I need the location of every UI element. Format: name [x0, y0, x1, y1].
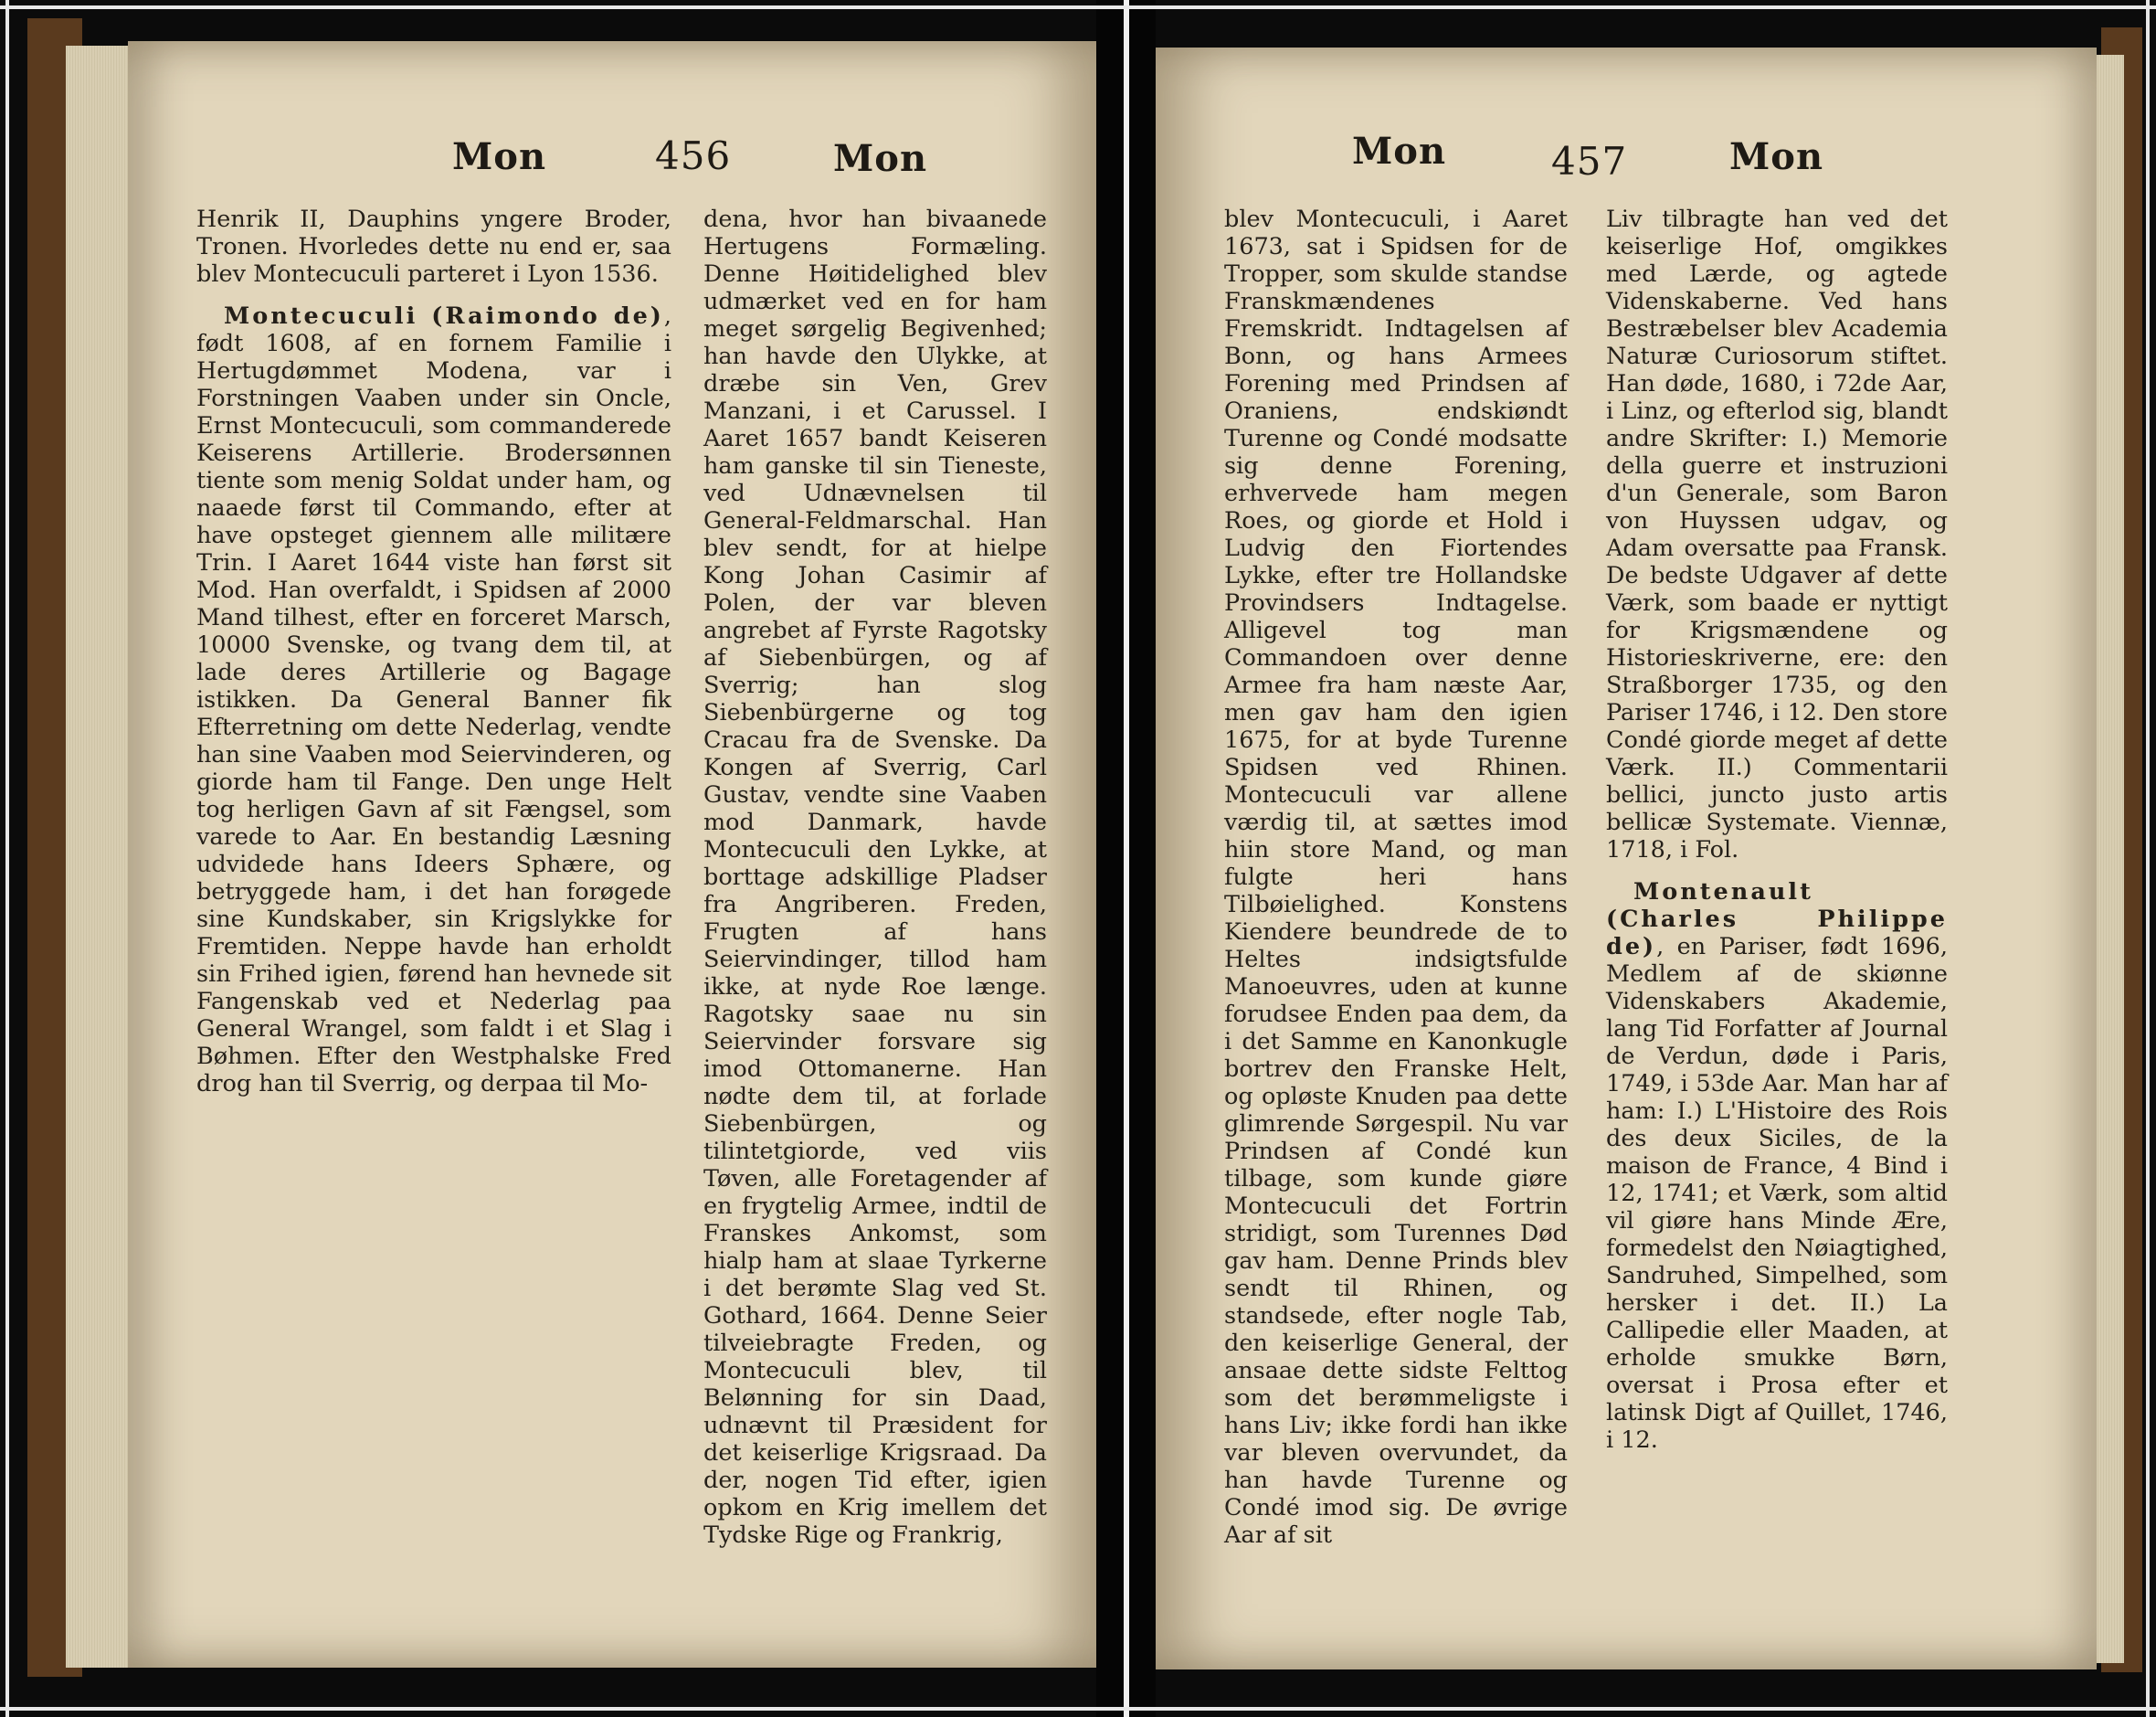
scan-divider — [1124, 0, 1129, 1717]
entry-montecuculi — [196, 302, 671, 1097]
right-page-column-1 — [1224, 206, 1568, 1563]
frame-border-left — [5, 0, 9, 1717]
headword: Montecuculi (Raimondo de) — [224, 302, 664, 330]
page-edges-right — [2097, 55, 2124, 1663]
right-page-column-2 — [1606, 206, 1948, 1468]
page-edges-left — [66, 46, 128, 1668]
left-page-column-1 — [196, 206, 671, 1112]
paragraph: Liv tilbragte han ved det keiserlige Hof, omgikkes med Lærde, og agtede Videnskaberne. Ved hans Bestræbelser blev Academia Naturæ Curiosorum stiftet. Han døde, 1680, i 72de Aar, i Linz, og efterlod sig, blandt andre Skrifter: I.) Memorie della guerre et instruzioni d'un Generale, som Baron von Huyssen udgav, og Adam oversatte paa Fransk. De bedste Udgaver af dette Værk, som baade er nyttigt for Krigsmændene og Historieskriverne, ere: den Straßborger 1735, og den Pariser 1746, i 12. Den store Condé giorde meget af dette Værk. II.) Commentarii bellici, juncto justo artis bellicæ Systemate. Viennæ, 1718, i Fol. — [1606, 206, 1948, 864]
left-page-number: 456 — [655, 133, 732, 178]
paragraph: blev Montecuculi, i Aaret 1673, sat i Spidsen for de Tropper, som skulde standse Franskmændenes Fremskridt. Indtagelsen af Bonn, og hans Armees Forening med Prindsen af Oraniens, endskiøndt Turenne og Condé modsatte sig denne Forening, erhvervede ham megen Roes, og giorde et Hold i Ludvig den Fiortendes Lykke, efter tre Hollandske Provindsers Indtagelse. Alligevel tog man Commandoen over denne Armee fra ham næste Aar, men gav ham den igien 1675, for at byde Turenne Spidsen ved Rhinen. Montecuculi var allene værdig til, at sættes imod hiin store Mand, og man fulgte heri hans Tilbøielighed. Konstens Kiendere beundrede de to Heltes indsigtsfulde Manoeuvres, uden at kunne forudsee Enden paa dem, da i det Samme en Kanonkugle bortrev den Franske Helt, og opløste Knuden paa dette glimrende Sørgespil. Nu var Prindsen af Condé kun tilbage, som kunde giøre Montecuculi det Fortrin stridigt, som Turennes Død gav ham. Denne Prinds blev sendt til Rhinen, og standsede, efter nogle Tab, den keiserlige General, der ansaae dette sidste Felttog som det berømmeligste i hans Liv; ikke fordi han ikke var bleven overvundet, da han havde Turenne og Condé imod sig. De øvrige Aar af sit — [1224, 206, 1568, 1549]
paragraph: dena, hvor han bivaanede Hertugens Formæling. Denne Høitidelighed blev udmærket ved en for ham meget sørgelig Begivenhed; han havde den Ulykke, at dræbe sin Ven, Grev Manzani, i et Carussel. I Aaret 1657 bandt Keiseren ham ganske til sin Tieneste, ved Udnævnelsen til General-Feldmarschal. Han blev sendt, for at hielpe Kong Johan Casimir af Polen, der var bleven angrebet af Fyrste Ragotsky af Siebenbürgen, og af Sverrig; han slog Siebenbürgerne og tog Cracau fra de Svenske. Da Kongen af Sverrig, Carl Gustav, vendte sine Vaaben mod Danmark, havde Montecuculi den Lykke, at borttage adskillige Pladser fra Angriberen. Freden, Frugten af hans Seiervindinger, tillod ham ikke, at nyde Roe længe. Ragotsky saae nu sin Seiervinder forsvare sig imod Ottomanerne. Han nødte dem til, at forlade Siebenbürgen, og tilintetgiorde, ved viis Tøven, alle Foretagender af en frygtelig Armee, indtil de Franskes Ankomst, som hialp ham at slaae Tyrkerne i det berømte Slag ved St. Gothard, 1664. Denne Seier tilveiebragte Freden, og Montecuculi blev, til Belønning for sin Daad, udnævnt til Præsident for det keiserlige Krigsraad. Da der, nogen Tid efter, igien opkom en Krig imellem det Tydske Rige og Frankrig, — [703, 206, 1047, 1549]
left-page-column-2 — [703, 206, 1047, 1563]
right-page-number: 457 — [1551, 139, 1628, 184]
frame-border-top — [0, 5, 2156, 9]
right-running-head-left: Mon — [1352, 130, 1447, 173]
left-running-head-right: Mon — [833, 137, 928, 180]
entry-text: , en Pariser, født 1696, Medlem af de skiønne Videnskabers Akademie, lang Tid Forfatter af Journal de Verdun, døde i Paris, 1749, i 53de Aar. Man har af ham: I.) L'Histoire des Rois des deux Siciles, de la maison de France, 4 Bind i 12, 1741; et Værk, som altid vil giøre hans Minde Ære, formedelst den Nøiagtighed, Sandruhed, Simpelhed, som hersker i det. II.) La Callipedie eller Maaden, at erholde smukke Børn, oversat i Prosa efter et latinsk Digt af Quillet, 1746, i 12. — [1606, 933, 1948, 1454]
paragraph: Henrik II, Dauphins yngere Broder, Tronen. Hvorledes dette nu end er, saa blev Montecuculi parteret i Lyon 1536. — [196, 206, 671, 288]
right-running-head-right: Mon — [1729, 135, 1824, 178]
frame-border-bottom — [0, 1707, 2156, 1711]
left-running-head-left: Mon — [452, 135, 547, 178]
entry-text: , født 1608, af en fornem Familie i Hertugdømmet Modena, var i Forstningen Vaaben under sin Oncle, Ernst Montecuculi, som commanderede Keiserens Artillerie. Brodersønnen tiente som menig Soldat under ham, og naaede først til Commando, efter at have opsteget giennem alle militære Trin. I Aaret 1644 viste han først sit Mod. Han overfaldt, i Spidsen af 2000 Mand tilhest, efter en forceret Marsch, 10000 Svenske, og tvang dem til, at lade deres Artillerie og Bagage istikken. Da General Banner fik Efterretning om dette Nederlag, vendte han sine Vaaben mod Seiervinderen, og giorde ham til Fange. Den unge Helt tog herligen Gavn af sit Fængsel, som varede to Aar. En bestandig Læsning udvidede hans Ideers Sphære, og betryggede ham, i det han forøgede sine Kundskaber, sin Krigslykke for Fremtiden. Neppe havde han erholdt sin Frihed igien, førend han hevnede sit Fangenskab ved et Nederlag paa General Wrangel, som faldt i et Slag i Bøhmen. Efter den Westphalske Fred drog han til Sverrig, og derpaa til Mo- — [196, 302, 671, 1097]
frame-border-right — [2146, 0, 2150, 1717]
headword: Montenault (Charles Philippe de) — [1606, 878, 1948, 960]
entry-montenault — [1606, 878, 1948, 1454]
